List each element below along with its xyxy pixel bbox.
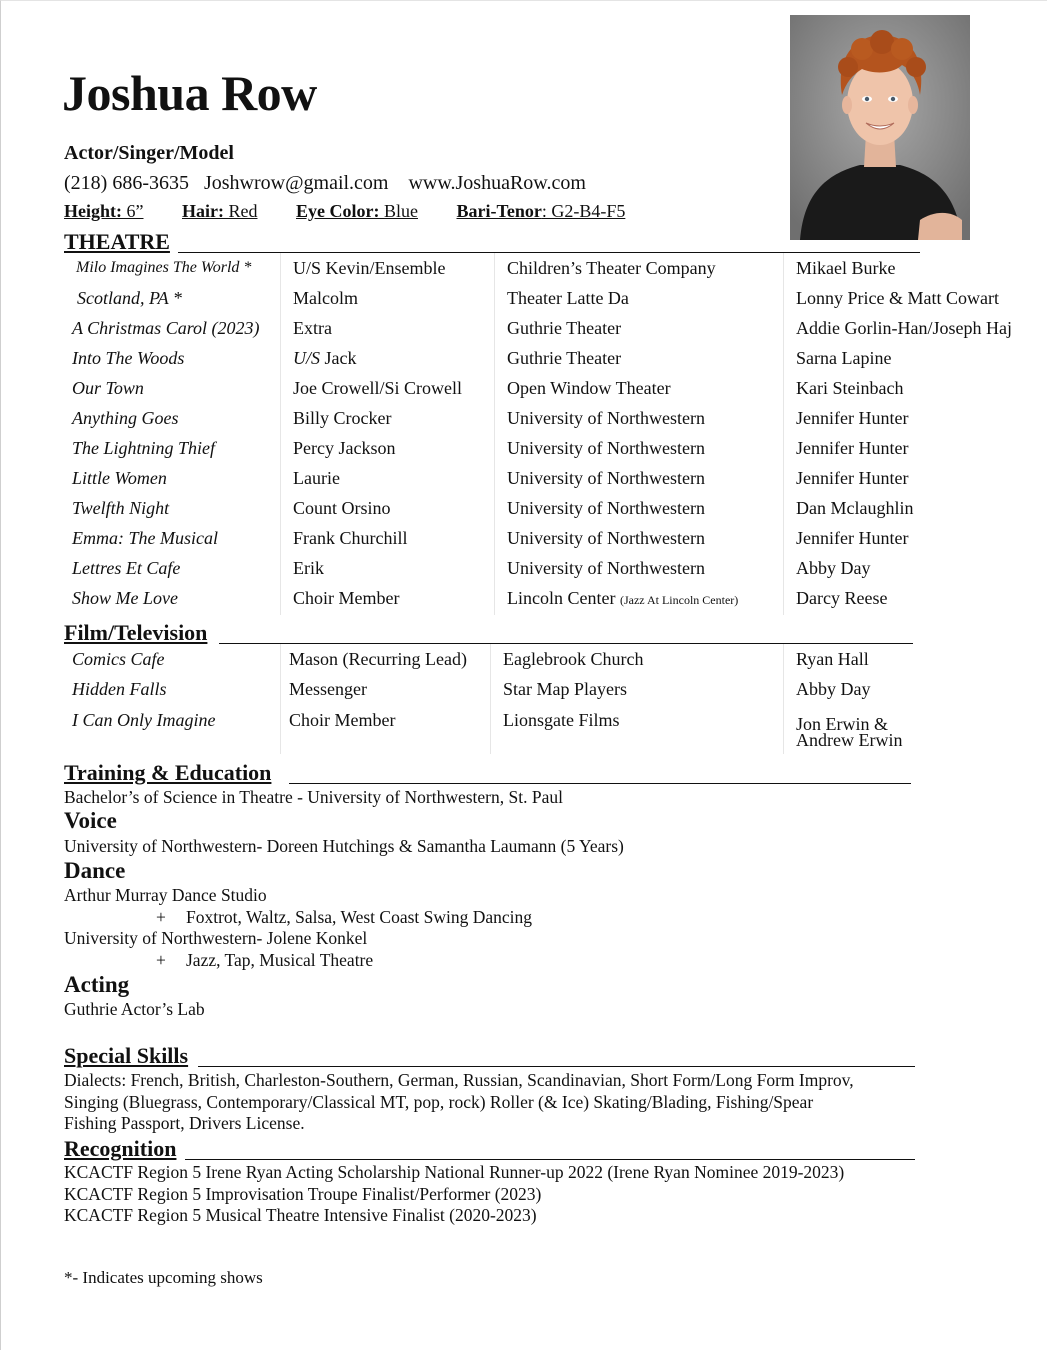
training-heading: Training & Education — [64, 760, 272, 785]
resume-name: Joshua Row — [62, 65, 317, 121]
role: Messenger — [289, 678, 367, 699]
company: University of Northwestern — [507, 497, 705, 518]
director: Ryan Hall — [796, 648, 869, 669]
stat-hair: Hair: Red — [182, 201, 258, 221]
role: Erik — [293, 557, 324, 578]
show-title: Our Town — [72, 377, 144, 398]
recognition-heading-rule — [185, 1159, 915, 1160]
contact-line: (218) 686-3635 Joshwrow@gmail.com www.JoshuaRow.com — [64, 172, 586, 194]
role: U/S Jack — [293, 347, 357, 368]
role: Mason (Recurring Lead) — [289, 648, 467, 669]
show-title: Anything Goes — [72, 407, 179, 428]
list-item: KCACTF Region 5 Musical Theatre Intensive Finalist (2020-2023) — [64, 1205, 537, 1225]
role: Joe Crowell/Si Crowell — [293, 377, 462, 398]
skills-heading-rule — [198, 1066, 915, 1067]
footnote: *- Indicates upcoming shows — [64, 1268, 263, 1287]
table-row — [64, 433, 1026, 463]
show-title: Into The Woods — [72, 347, 185, 368]
director: Jennifer Hunter — [796, 437, 909, 458]
skills-list: Dialects: French, British, Charleston-Southern, German, Russian, Scandinavian, Short Form/Long Form Improv, Singing (Bluegrass, Contemporary/Classical MT, pop, rock) Roller (& Ice) Skating/Blading, Fishing/Spear Fishing Passport, Drivers License. — [64, 1070, 854, 1133]
headshot-photo — [790, 15, 970, 240]
director: Darcy Reese — [796, 587, 888, 608]
role: U/S Kevin/Ensemble — [293, 257, 446, 278]
table-row — [64, 644, 1026, 674]
table-row — [64, 493, 1026, 523]
table-row — [64, 403, 1026, 433]
role: Billy Crocker — [293, 407, 392, 428]
table-row — [64, 463, 1026, 493]
dance-training — [64, 885, 532, 971]
show-title: Lettres Et Cafe — [72, 557, 181, 578]
company: Open Window Theater — [507, 377, 671, 398]
skills-heading: Special Skills — [64, 1043, 189, 1068]
show-title: Hidden Falls — [72, 678, 167, 699]
company: Theater Latte Da — [507, 287, 629, 308]
acting-heading: Acting — [64, 972, 130, 997]
director: Jennifer Hunter — [796, 467, 909, 488]
dance-university: University of Northwestern- Jolene Konkel — [64, 928, 368, 948]
table-row — [64, 674, 1026, 704]
show-title: Scotland, PA * — [77, 287, 182, 308]
dance-styles: + Foxtrot, Waltz, Salsa, West Coast Swing Dancing — [156, 906, 533, 927]
role: Laurie — [293, 467, 340, 488]
list-item: KCACTF Region 5 Improvisation Troupe Finalist/Performer (2023) — [64, 1183, 542, 1204]
table-row — [64, 704, 1026, 762]
director: Jon Erwin & Andrew Erwin — [796, 714, 903, 750]
director: Mikael Burke — [796, 257, 896, 278]
company: University of Northwestern — [507, 437, 705, 458]
show-title: Twelfth Night — [72, 497, 170, 518]
recognition-list — [64, 1162, 844, 1227]
company: Star Map Players — [503, 678, 627, 699]
show-title: Emma: The Musical — [72, 527, 218, 548]
table-row — [64, 523, 1026, 553]
director: Abby Day — [796, 678, 871, 699]
degree-line: Bachelor’s of Science in Theatre - University of Northwestern, St. Paul — [64, 787, 563, 807]
director: Jennifer Hunter — [796, 407, 909, 428]
acting-training: Guthrie Actor’s Lab — [64, 999, 205, 1019]
training-heading-rule — [289, 783, 911, 784]
company: Lionsgate Films — [503, 710, 620, 730]
company: University of Northwestern — [507, 407, 705, 428]
stat-voice-type: Bari-Tenor: G2-B4-F5 — [456, 201, 626, 221]
dance-heading: Dance — [64, 858, 126, 883]
table-row — [64, 343, 1026, 373]
show-title: Milo Imagines The World * — [76, 259, 252, 276]
director: Kari Steinbach — [796, 377, 904, 398]
resume-tagline: Actor/Singer/Model — [64, 142, 234, 164]
physical-stats — [64, 201, 659, 222]
voice-training: University of Northwestern- Doreen Hutchings & Samantha Laumann (5 Years) — [64, 836, 624, 856]
company: University of Northwestern — [507, 527, 705, 548]
show-title: Little Women — [72, 467, 167, 488]
film-credits-table — [64, 644, 1026, 762]
table-row — [64, 253, 1026, 283]
company: Guthrie Theater — [507, 347, 622, 368]
voice-heading: Voice — [64, 808, 117, 833]
table-row — [64, 583, 1026, 613]
table-row — [64, 283, 1026, 313]
table-row — [64, 553, 1026, 583]
role: Choir Member — [293, 587, 400, 608]
director: Lonny Price & Matt Cowart — [796, 287, 999, 308]
role: Extra — [293, 317, 332, 338]
company: Guthrie Theater — [507, 317, 622, 338]
role: Percy Jackson — [293, 437, 396, 458]
role: Malcolm — [293, 287, 358, 308]
company-note: (Jazz At Lincoln Center) — [619, 592, 739, 607]
table-row — [64, 313, 1026, 343]
show-title: I Can Only Imagine — [72, 710, 216, 730]
recognition-heading: Recognition — [64, 1136, 177, 1161]
film-heading: Film/Television — [64, 620, 208, 645]
role: Frank Churchill — [293, 527, 408, 548]
role-prefix: U/S — [293, 347, 320, 368]
theatre-credits-table — [64, 253, 1026, 613]
list-item: KCACTF Region 5 Irene Ryan Acting Scholarship National Runner-up 2022 (Irene Ryan Nominee 2019-2023) — [64, 1162, 845, 1182]
theatre-heading: THEATRE — [64, 229, 170, 254]
show-title: A Christmas Carol (2023) — [72, 317, 260, 338]
company: Lincoln Center (Jazz At Lincoln Center) — [507, 587, 739, 608]
show-title: Comics Cafe — [72, 648, 165, 669]
company: Children’s Theater Company — [507, 257, 716, 278]
show-title: The Lightning Thief — [72, 437, 216, 458]
stat-height: Height: 6” — [64, 201, 144, 221]
director: Jennifer Hunter — [796, 527, 909, 548]
director: Abby Day — [796, 557, 871, 578]
role: Choir Member — [289, 710, 396, 730]
company: University of Northwestern — [507, 467, 705, 488]
company: University of Northwestern — [507, 557, 705, 578]
company: Eaglebrook Church — [503, 648, 644, 669]
table-row — [64, 373, 1026, 403]
stat-eye-color: Eye Color: Blue — [296, 201, 418, 221]
director: Dan Mclaughlin — [796, 497, 914, 518]
director: Sarna Lapine — [796, 347, 892, 368]
dance-styles: + Jazz, Tap, Musical Theatre — [156, 949, 374, 970]
director: Addie Gorlin-Han/Joseph Haj — [796, 317, 1012, 338]
role: Count Orsino — [293, 497, 391, 518]
show-title: Show Me Love — [72, 587, 178, 608]
dance-studio: Arthur Murray Dance Studio — [64, 885, 267, 905]
